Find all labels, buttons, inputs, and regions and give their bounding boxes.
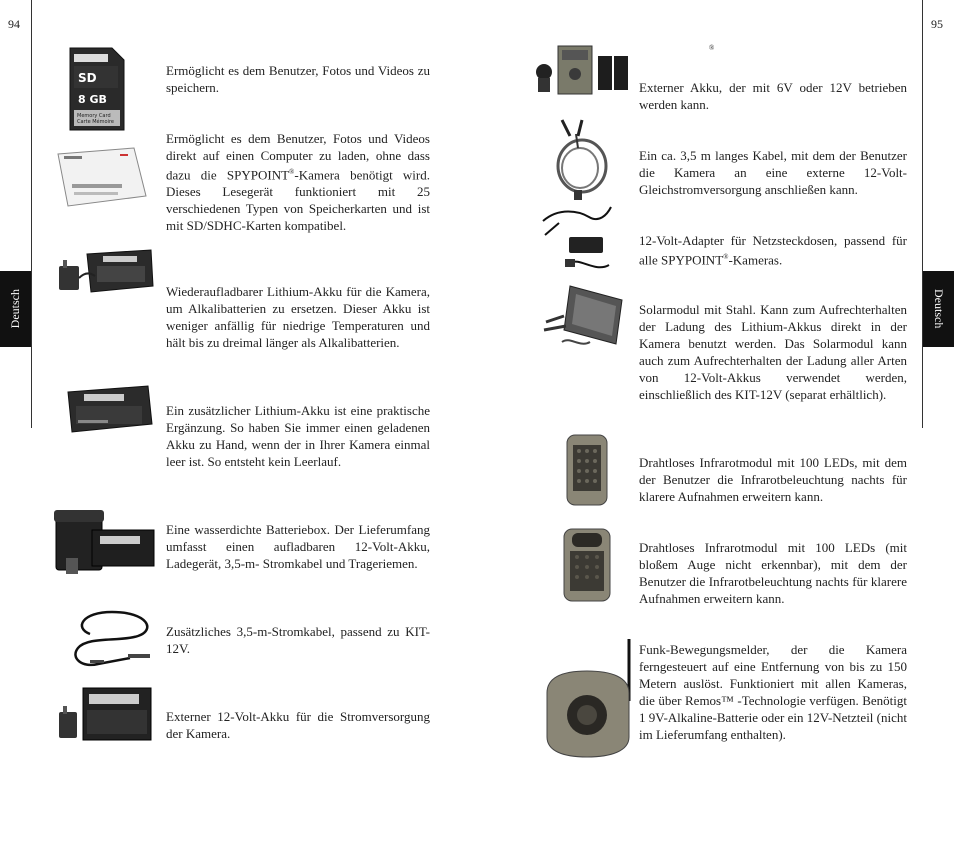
svg-text:SD: SD: [78, 71, 97, 85]
item-ir-module-text: Drahtloses Infrarotmodul mit 100 LEDs, mit dem der Benutzer die Infrarotbeleuchtung nachts für klarere Aufnahmen erweitern kann.: [639, 455, 907, 504]
left-margin-rule: [31, 0, 32, 428]
sd-card-label-1: Memory Card: [77, 113, 111, 119]
solar-panel-image: [540, 282, 626, 352]
section-tab-label: Deutsch: [8, 289, 22, 329]
external-battery-6v-12v-image: [534, 42, 630, 98]
sd-card-image: [68, 46, 126, 132]
item-power-cable-text: Zusätzliches 3,5-m-Stromkabel, passend zu KIT-12V.: [166, 624, 430, 656]
lithium-battery-charger-image: [57, 248, 155, 296]
page-number-left: 94: [8, 17, 20, 31]
section-tab-right: [923, 271, 954, 347]
page-number-right: 95: [931, 17, 943, 31]
card-reader-image: [54, 146, 150, 208]
right-margin-rule: [922, 0, 923, 428]
item-external-battery-text: Externer 12-Volt-Akku für die Stromversorgung der Kamera.: [166, 709, 430, 741]
sd-card-label-2: Carte Mémoire: [77, 119, 114, 125]
item-wall-adapter-text-part1: 12-Volt-Adapter für Netzsteckdosen, passend für alle SPYPOINT: [639, 233, 907, 268]
wall-adapter-image: [539, 197, 613, 275]
item-cable-clips-text: Ein ca. 3,5 m langes Kabel, mit dem der Benutzer die Kamera an eine externe 12-Volt-Gleichstromversorgung anschließen kann.: [639, 148, 907, 197]
battery-box-image: [52, 508, 156, 580]
ir-module-image: [565, 433, 609, 507]
item-ir-module-black-led-text: Drahtloses Infrarotmodul mit 100 LEDs (mit bloßem Auge nicht erkennbar), mit dem der Benutzer die Infrarotbeleuchtung nachts für klarere Aufnahmen erweitern kann.: [639, 540, 907, 606]
item-spare-battery-text: Ein zusätzlicher Lithium-Akku ist eine praktische Ergänzung. So haben Sie immer einen geladenen Akku zu Hand, wenn der in Ihrer Kamera einmal leer ist. So entsteht kein Leerlauf.: [166, 403, 430, 469]
cable-with-clips-image: [548, 118, 612, 202]
wireless-motion-detector-image: [539, 637, 635, 759]
registered-mark: ®: [709, 44, 715, 52]
item-card-reader-text-part2: -Kamera benötigt wird. Dieses Lesegerät funktioniert mit 25 verschiedenen Typen von Speicherkarten und ist mit SD/SDHC-Karten kompatibel.: [166, 167, 430, 234]
item-lithium-battery-text: Wiederaufladbarer Lithium-Akku für die Kamera, um Alkalibatterien zu ersetzen. Dieser Akku ist weniger anfällig für niedrige Temperaturen und hält bis zu dreimal länger als Alkalibatterien.: [166, 284, 430, 350]
item-sd-card-text: Ermöglicht es dem Benutzer, Fotos und Videos zu speichern.: [166, 63, 430, 95]
spare-lithium-battery-image: [64, 384, 154, 434]
item-card-reader-reg: ®: [289, 168, 295, 176]
sd-card-capacity: 8 GB: [78, 93, 107, 106]
section-tab-label: Deutsch: [932, 289, 946, 329]
section-tab-left: [0, 271, 31, 347]
power-cable-image: [68, 606, 158, 674]
item-wall-adapter-reg: ®: [723, 253, 729, 261]
ir-module-black-led-image: [562, 527, 612, 603]
item-card-reader-text: [166, 130, 430, 234]
item-battery-box-text: Eine wasserdichte Batteriebox. Der Lieferumfang umfasst einen aufladbaren 12-Volt-Akku, Ladegerät, 3,5-m- Stromkabel und Trageriemen.: [166, 522, 430, 571]
item-card-reader-text-part1: Ermöglicht es dem Benutzer, Fotos und Videos direkt auf einen Computer zu laden, ohne dass dazu die SPYPOINT: [166, 131, 430, 183]
item-solar-panel-text: Solarmodul mit Stahl. Kann zum Aufrechterhalten der Ladung des Lithium-Akkus direkt in der Kamera benutzt werden. Das Solarmodul kann auch zum Aufrechterhalten der Ladung aller Arten von 12-Volt-Akkus verwendet werden, einschließlich des KIT-12V (separat erhältlich).: [639, 302, 907, 402]
item-wall-adapter-text-part2: -Kameras.: [728, 252, 783, 268]
external-12v-battery-image: [57, 684, 155, 744]
item-wall-adapter-text: [639, 232, 907, 268]
item-motion-detector-text: Funk-Bewegungsmelder, der die Kamera ferngesteuert auf eine Entfernung von bis zu 150 Metern auslöst. Funktioniert mit allen Kameras, die über Remos™ -Technologie verfügen. Benötigt 1 9V-Alkaline-Batterie oder ein 12V-Netzteil (nicht im Lieferumfang enthalten).: [639, 642, 907, 742]
item-external-battery-6v-12v-text: Externer Akku, der mit 6V oder 12V betrieben werden kann.: [639, 80, 907, 112]
